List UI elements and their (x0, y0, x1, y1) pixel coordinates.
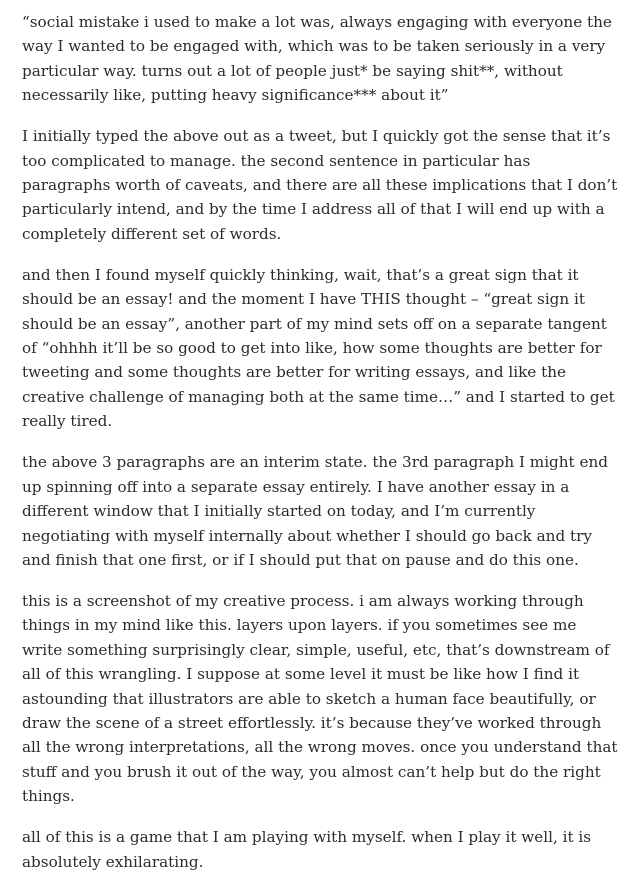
paragraph-tweet-attempt: I initially typed the above out as a tweet, but I quickly got the sense that it’s too complicated to manage. the second sentence in particular has paragraphs worth of caveats, and there are all these implications that I don’t particularly intend, and by the time I address all of that I will end up with a completely different set of words. (22, 127, 618, 243)
paragraph-quote: “social mistake i used to make a lot was, always engaging with everyone the way I wanted to be engaged with, which was to be taken seriously in a very particular way. turns out a lot of people just* be saying shit**, without necessarily like, putting heavy significance*** about it” (22, 13, 612, 105)
paragraph-interim-state: the above 3 paragraphs are an interim state. the 3rd paragraph I might end up spinning off into a separate essay entirely. I have another essay in a different window that I initially started on today, and I’m currently negotiating with myself internally about whether I should go back and try and finish that one first, or if I should put that on pause and do this one. (22, 453, 608, 569)
paragraph-creative-process: this is a screenshot of my creative process. i am always working through things in my mind like this. layers upon layers. if you sometimes see me write something surprisingly clear, simple, useful, etc, that’s downstream of all of this wrangling. I suppose at some level it must be like how I find it astounding that illustrators are able to sketch a human face beautifully, or draw the scene of a street effortlessly. it’s because they’ve worked through all the wrong interpretations, all the wrong moves. once you understand that stuff and you brush it out of the way, you almost can’t help but do the right things. (22, 591, 618, 806)
paragraph-essay-thought: and then I found myself quickly thinking, wait, that’s a great sign that it should be an essay! and the moment I have THIS thought – “great sign it should be an essay”, another part of my mind sets off on a separate tangent of “ohhhh it’ll be so good to get into like, how some thoughts are better for tweeting and some thoughts are better for writing essays, and like the creative challenge of managing both at the same time…” and I started to get really tired. (22, 265, 615, 431)
paragraph-game: all of this is a game that I am playing with myself. when I play it well, it is absolutely exhilarating. (22, 828, 592, 871)
